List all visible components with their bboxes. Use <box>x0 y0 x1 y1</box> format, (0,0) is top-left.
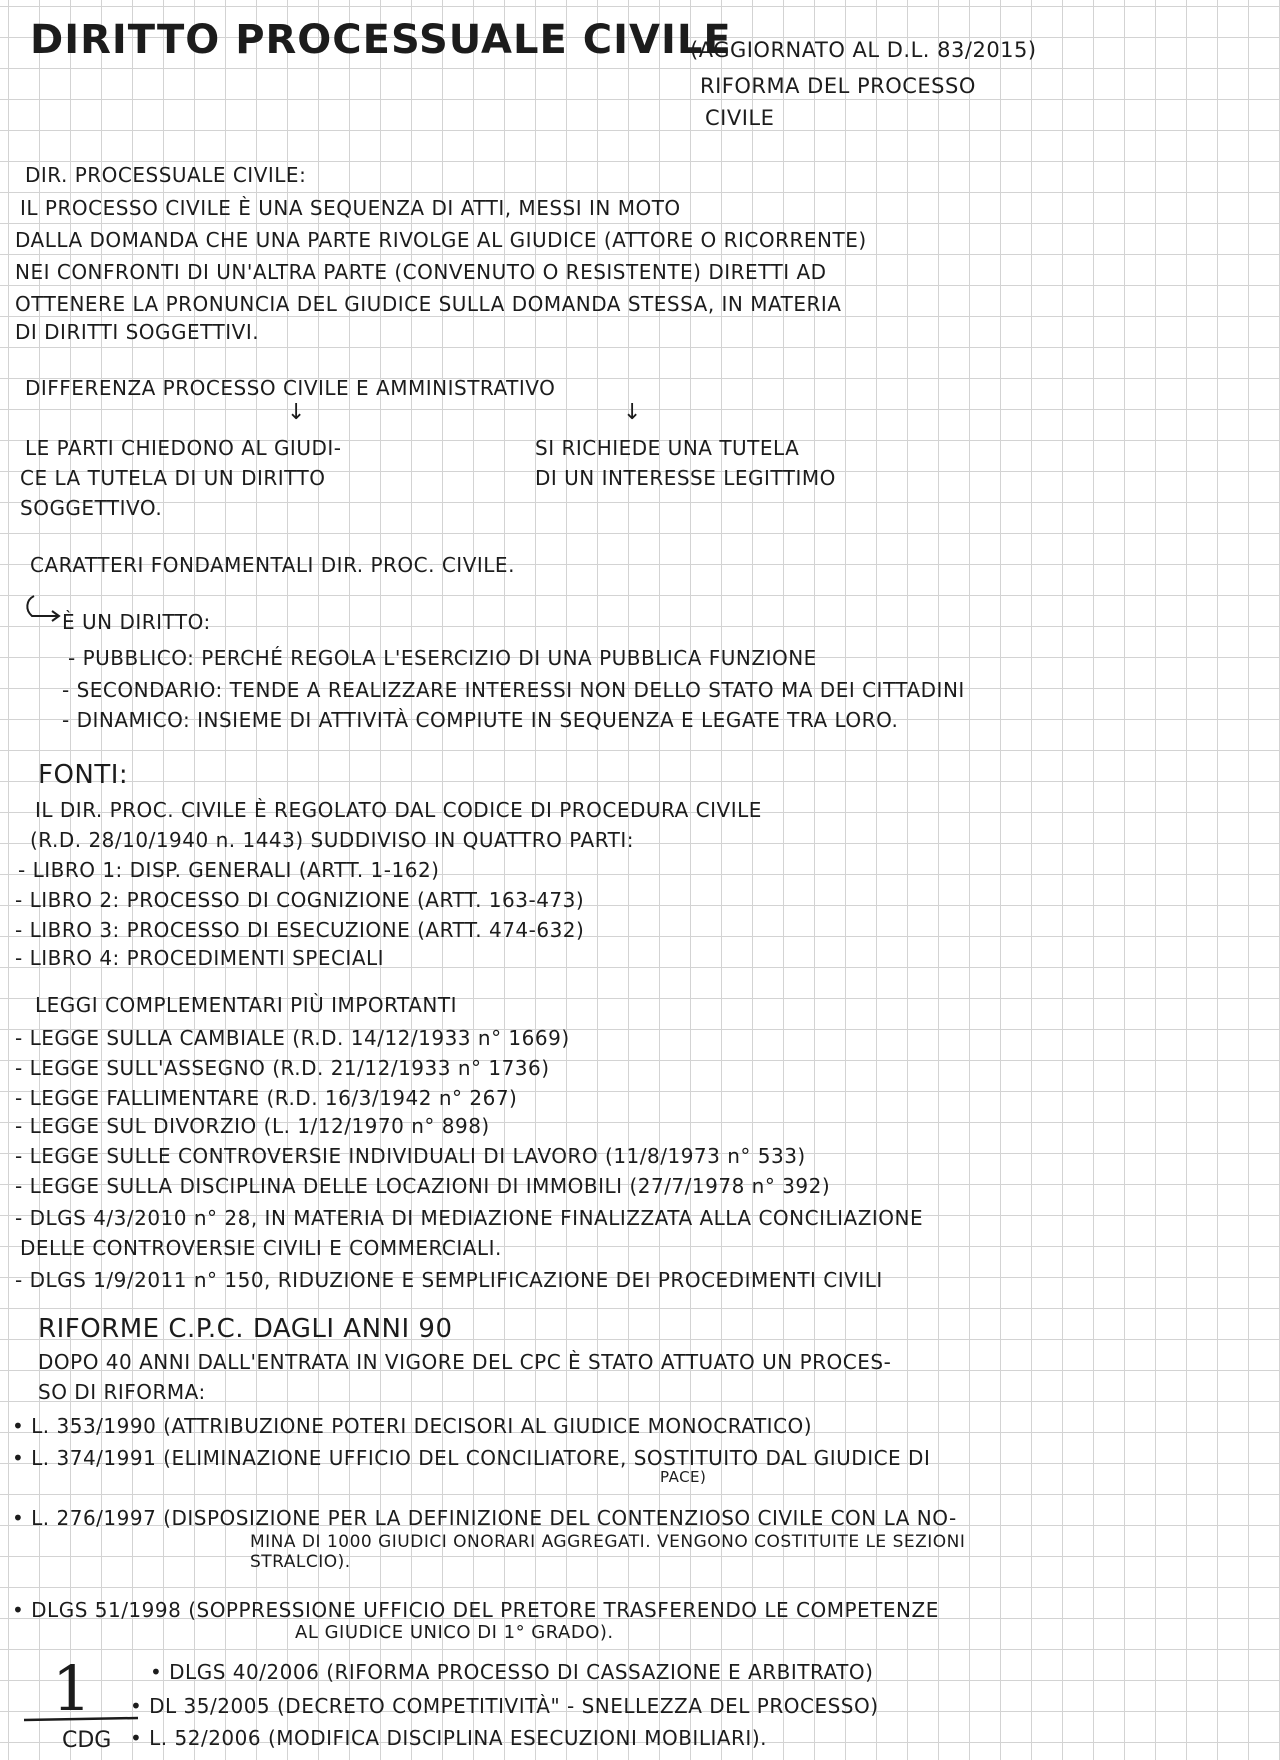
law-item: - LEGGE SULLA CAMBIALE (R.D. 14/12/1933 n° 1669) <box>15 1026 570 1050</box>
subtitle-line-3: CIVILE <box>705 106 775 130</box>
sources-line: - LIBRO 3: PROCESSO DI ESECUZIONE (ARTT. 474-632) <box>15 918 585 942</box>
reforms-heading: RIFORME C.P.C. DAGLI ANNI 90 <box>38 1314 453 1344</box>
difference-left-line: SOGGETTIVO. <box>20 496 163 520</box>
down-arrow-icon: ↓ <box>623 400 642 425</box>
characteristic-item: - SECONDARIO: TENDE A REALIZZARE INTERESSI NON DELLO STATO MA DEI CITTADINI <box>62 678 965 702</box>
law-item-continuation: DELLE CONTROVERSIE CIVILI E COMMERCIALI. <box>20 1236 502 1260</box>
cdg-label: CDG <box>62 1728 112 1753</box>
reform-item: • L. 374/1991 (ELIMINAZIONE UFFICIO DEL CONCILIATORE, SOSTITUITO DAL GIUDICE DI <box>12 1446 931 1470</box>
subtitle-line-2: RIFORMA DEL PROCESSO <box>700 74 976 98</box>
law-item: - DLGS 4/3/2010 n° 28, IN MATERIA DI MEDIAZIONE FINALIZZATA ALLA CONCILIAZIONE <box>15 1206 924 1230</box>
law-item: - LEGGE SULLA DISCIPLINA DELLE LOCAZIONI DI IMMOBILI (27/7/1978 n° 392) <box>15 1174 831 1198</box>
bracket-arrow-icon <box>22 594 62 624</box>
law-item: - LEGGE FALLIMENTARE (R.D. 16/3/1942 n° 267) <box>15 1086 518 1110</box>
reforms-intro-line: DOPO 40 ANNI DALL'ENTRATA IN VIGORE DEL CPC È STATO ATTUATO UN PROCES- <box>38 1350 892 1374</box>
down-arrow-icon: ↓ <box>287 400 306 425</box>
reform-item: • L. 353/1990 (ATTRIBUZIONE POTERI DECISORI AL GIUDICE MONOCRATICO) <box>12 1414 813 1438</box>
characteristics-intro: È UN DIRITTO: <box>62 610 211 634</box>
law-item: - LEGGE SULL'ASSEGNO (R.D. 21/12/1933 n° 1736) <box>15 1056 550 1080</box>
reform-item-continuation: MINA DI 1000 GIUDICI ONORARI AGGREGATI. VENGONO COSTITUITE LE SEZIONI <box>250 1532 966 1552</box>
definition-line: IL PROCESSO CIVILE È UNA SEQUENZA DI ATTI, MESSI IN MOTO <box>20 196 681 220</box>
difference-right-line: SI RICHIEDE UNA TUTELA <box>535 436 800 460</box>
cdg-item: • DL 35/2005 (DECRETO COMPETITIVITÀ" - SNELLEZZA DEL PROCESSO) <box>130 1694 879 1718</box>
reform-item-continuation: PACE) <box>660 1468 707 1486</box>
reform-item: • DLGS 51/1998 (SOPPRESSIONE UFFICIO DEL PRETORE TRASFERENDO LE COMPETENZE <box>12 1598 939 1622</box>
reform-item: • L. 276/1997 (DISPOSIZIONE PER LA DEFINIZIONE DEL CONTENZIOSO CIVILE CON LA NO- <box>12 1506 957 1530</box>
subtitle-line-1: (AGGIORNATO AL D.L. 83/2015) <box>690 38 1037 62</box>
difference-heading: DIFFERENZA PROCESSO CIVILE E AMMINISTRATIVO <box>25 376 556 400</box>
sources-line: (R.D. 28/10/1940 n. 1443) SUDDIVISO IN QUATTRO PARTI: <box>30 828 635 852</box>
difference-left-line: CE LA TUTELA DI UN DIRITTO <box>20 466 326 490</box>
reform-item-continuation: STRALCIO). <box>250 1552 351 1572</box>
characteristics-heading: CARATTERI FONDAMENTALI DIR. PROC. CIVILE. <box>30 553 515 577</box>
reform-item-continuation: AL GIUDICE UNICO DI 1° GRADO). <box>295 1622 614 1643</box>
definition-line: NEI CONFRONTI DI UN'ALTRA PARTE (CONVENUTO O RESISTENTE) DIRETTI AD <box>15 260 827 284</box>
definition-line: DALLA DOMANDA CHE UNA PARTE RIVOLGE AL GIUDICE (ATTORE O RICORRENTE) <box>15 228 867 252</box>
sources-line: IL DIR. PROC. CIVILE È REGOLATO DAL CODICE DI PROCEDURA CIVILE <box>35 798 762 822</box>
difference-right-line: DI UN INTERESSE LEGITTIMO <box>535 466 836 490</box>
definition-line: DI DIRITTI SOGGETTIVI. <box>15 320 260 344</box>
definition-line: OTTENERE LA PRONUNCIA DEL GIUDICE SULLA DOMANDA STESSA, IN MATERIA <box>15 292 842 316</box>
definition-heading: DIR. PROCESSUALE CIVILE: <box>25 163 307 187</box>
law-item: - DLGS 1/9/2011 n° 150, RIDUZIONE E SEMPLIFICAZIONE DEI PROCEDIMENTI CIVILI <box>15 1268 883 1292</box>
reforms-intro-line: SO DI RIFORMA: <box>38 1380 206 1404</box>
law-item: - LEGGE SUL DIVORZIO (L. 1/12/1970 n° 898) <box>15 1114 490 1138</box>
sources-line: - LIBRO 4: PROCEDIMENTI SPECIALI <box>15 946 385 970</box>
difference-left-line: LE PARTI CHIEDONO AL GIUDI- <box>25 436 342 460</box>
sources-heading: FONTI: <box>38 760 129 790</box>
underline-stroke <box>22 1714 142 1724</box>
sources-line: - LIBRO 1: DISP. GENERALI (ARTT. 1-162) <box>18 858 440 882</box>
law-item: - LEGGE SULLE CONTROVERSIE INDIVIDUALI DI LAVORO (11/8/1973 n° 533) <box>15 1144 806 1168</box>
cdg-item: • DLGS 40/2006 (RIFORMA PROCESSO DI CASSAZIONE E ARBITRATO) <box>150 1660 874 1684</box>
cdg-item: • L. 52/2006 (MODIFICA DISCIPLINA ESECUZIONI MOBILIARI). <box>130 1726 767 1750</box>
characteristic-item: - PUBBLICO: PERCHÉ REGOLA L'ESERCIZIO DI UNA PUBBLICA FUNZIONE <box>68 646 817 670</box>
laws-heading: LEGGI COMPLEMENTARI PIÙ IMPORTANTI <box>35 993 457 1017</box>
sources-line: - LIBRO 2: PROCESSO DI COGNIZIONE (ARTT. 163-473) <box>15 888 585 912</box>
page-title: DIRITTO PROCESSUALE CIVILE <box>30 17 732 63</box>
characteristic-item: - DINAMICO: INSIEME DI ATTIVITÀ COMPIUTE IN SEQUENZA E LEGATE TRA LORO. <box>62 708 899 732</box>
section-number: 1 <box>52 1652 92 1725</box>
